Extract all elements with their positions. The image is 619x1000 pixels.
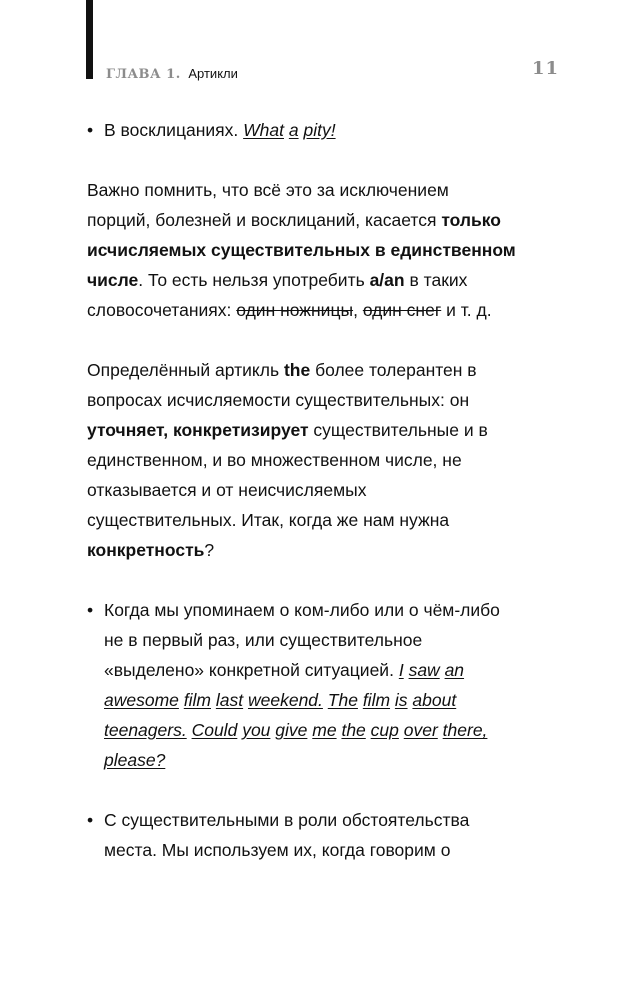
chapter-label: ГЛАВА 1. <box>106 67 181 82</box>
example-word: you <box>242 720 271 740</box>
paragraph-text: и т. д. <box>446 300 492 320</box>
example-word: saw <box>408 660 440 680</box>
running-header <box>106 66 238 83</box>
example-word: me <box>312 720 337 740</box>
example-word: teenagers. <box>104 720 187 740</box>
bold-term: уточняет, конкретизирует <box>87 420 309 440</box>
example-word: a <box>288 120 299 140</box>
example-word: over <box>403 720 438 740</box>
paragraph-text: ? <box>204 540 215 560</box>
paragraph-text: более толерантен в вопросах исчисляемости существительных: он <box>87 360 477 410</box>
example-word: What <box>243 120 284 140</box>
bold-term: the <box>283 360 311 380</box>
example-word: weekend. <box>247 690 323 710</box>
paragraph-text: существительные и в единственном, и во множественном числе, не отказывается и от неисчисляемых существительных. Итак, когда же нам нужна <box>87 420 488 530</box>
struck-example: один снег <box>362 300 442 320</box>
paragraph-text: . То есть нельзя употребить <box>138 270 365 290</box>
example-word: I <box>398 660 404 680</box>
bullet-icon: • <box>87 810 94 830</box>
bullet-text: В восклицаниях. <box>104 120 239 140</box>
bullet-icon: • <box>87 600 94 620</box>
header-side-bar <box>86 0 93 79</box>
example-word: film <box>362 690 391 710</box>
bold-term: только исчисляемых существительных в единственном числе <box>87 210 516 290</box>
paragraph-text: , <box>353 300 358 320</box>
example-word: awesome <box>104 690 179 710</box>
example-word: Could <box>191 720 238 740</box>
bold-term: a/an <box>369 270 405 290</box>
paragraph-definite-article <box>87 355 517 565</box>
chapter-title: Артикли <box>188 66 238 81</box>
page-number: 11 <box>531 58 559 79</box>
bullet-exclamations <box>87 115 517 145</box>
bullet-second-mention <box>87 595 517 775</box>
example-word: last <box>215 690 244 710</box>
paragraph-text: в таких словосочетаниях: <box>87 270 468 320</box>
example-word: an <box>444 660 465 680</box>
example-word: the <box>341 720 366 740</box>
example-word: film <box>183 690 211 710</box>
bullet-adverbial-place <box>87 805 517 865</box>
example-word: give <box>275 720 308 740</box>
example-word: cup <box>370 720 399 740</box>
bold-term: конкретность <box>87 540 205 560</box>
page-body <box>87 115 517 895</box>
bullet-text: С существительными в роли обстоятельства места. Мы используем их, когда говорим о <box>104 810 470 860</box>
example-word: is <box>394 690 408 710</box>
bullet-text: Когда мы упоминаем о ком-либо или о чём-либо не в первый раз, или существительное «выделено» конкретной ситуацией. <box>104 600 500 680</box>
paragraph-text: Важно помнить, что всё это за исключением порций, болезней и восклицаний, касается <box>87 180 449 230</box>
bullet-icon: • <box>87 120 94 140</box>
example-word: pity! <box>303 120 336 140</box>
paragraph-countable <box>87 175 517 325</box>
example-word: there, please? <box>104 720 488 770</box>
struck-example: один ножницы <box>236 300 354 320</box>
example-word: The <box>327 690 358 710</box>
paragraph-text: Определённый артикль <box>87 360 280 380</box>
example-word: about <box>412 690 457 710</box>
